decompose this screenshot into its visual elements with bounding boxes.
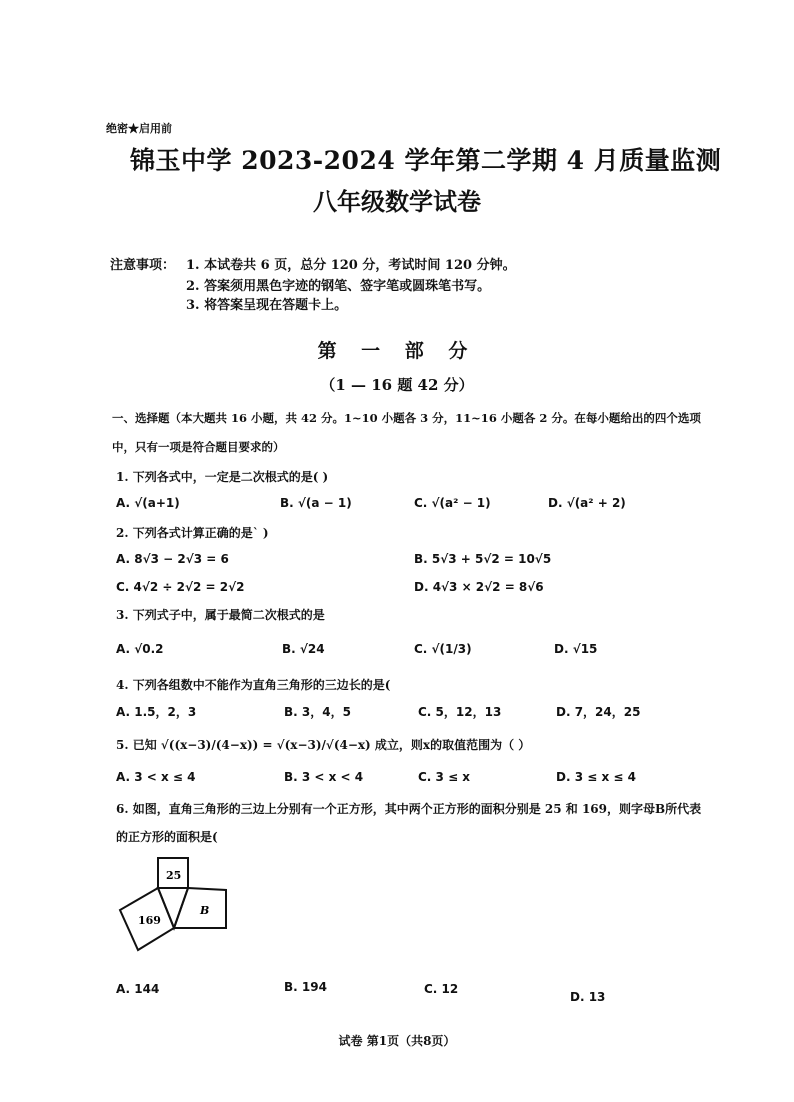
option-a: A. √0.2 bbox=[116, 642, 164, 656]
note-item: 2. 答案须用黑色字迹的钢笔、签字笔或圆珠笔书写。 bbox=[186, 279, 491, 294]
option-a: A. 1.5，2，3 bbox=[116, 705, 197, 719]
label-b: B bbox=[200, 904, 210, 917]
notes-label: 注意事项： bbox=[110, 258, 176, 273]
option-a: A. √(a+1) bbox=[116, 496, 180, 510]
question-stem: 3. 下列式子中，属于最简二次根式的是 bbox=[116, 608, 325, 622]
label-169: 169 bbox=[138, 914, 161, 927]
section-heading-cont: 中，只有一项是符合题目要求的） bbox=[112, 440, 285, 454]
question-stem: 6. 如图，直角三角形的三边上分别有一个正方形，其中两个正方形的面积分别是 25 和 169，则字母B所代表 bbox=[116, 802, 702, 816]
question-stem-cont: 的正方形的面积是( bbox=[116, 830, 218, 844]
option-d: D. √(a² + 2) bbox=[548, 496, 626, 510]
option-d: D. √15 bbox=[554, 642, 598, 656]
option-b: B. √24 bbox=[282, 642, 325, 656]
option-b: B. 3 < x < 4 bbox=[284, 770, 364, 784]
part-subtitle: （1 — 16 题 42 分） bbox=[320, 376, 474, 394]
part-title: 第 一 部 分 bbox=[317, 340, 477, 362]
option-d: D. 3 ≤ x ≤ 4 bbox=[556, 770, 636, 784]
label-25: 25 bbox=[166, 869, 182, 882]
option-a: A. 3 < x ≤ 4 bbox=[116, 770, 196, 784]
option-c: C. 12 bbox=[424, 982, 459, 996]
page-footer: 试卷 第1页（共8页） bbox=[338, 1034, 456, 1048]
option-d: D. 4√3 × 2√2 = 8√6 bbox=[414, 580, 544, 594]
option-b: B. 3，4，5 bbox=[284, 705, 351, 719]
note-item: 1. 本试卷共 6 页，总分 120 分，考试时间 120 分钟。 bbox=[186, 258, 516, 273]
option-a: A. 8√3 − 2√3 = 6 bbox=[116, 552, 229, 566]
note-item: 3. 将答案呈现在答题卡上。 bbox=[186, 298, 348, 313]
question-stem: 2. 下列各式计算正确的是` ) bbox=[116, 526, 269, 540]
exam-subtitle: 八年级数学试卷 bbox=[313, 187, 481, 216]
squares-figure bbox=[112, 852, 242, 972]
exam-title: 锦玉中学 2023-2024 学年第二学期 4 月质量监测 bbox=[130, 146, 722, 175]
option-c: C. 5，12，13 bbox=[418, 705, 502, 719]
option-b: B. 5√3 + 5√2 = 10√5 bbox=[414, 552, 552, 566]
right-triangle bbox=[158, 888, 188, 928]
question-stem: 5. 已知 √((x−3)/(4−x)) = √(x−3)/√(4−x) 成立，则x的取值范围为（ ） bbox=[116, 738, 531, 752]
option-b: B. √(a − 1) bbox=[280, 496, 352, 510]
option-c: C. 3 ≤ x bbox=[418, 770, 471, 784]
question-stem: 1. 下列各式中，一定是二次根式的是( ) bbox=[116, 470, 329, 484]
option-a: A. 144 bbox=[116, 982, 160, 996]
option-c: C. √(1/3) bbox=[414, 642, 472, 656]
option-c: C. √(a² − 1) bbox=[414, 496, 491, 510]
question-stem: 4. 下列各组数中不能作为直角三角形的三边长的是( bbox=[116, 678, 391, 692]
option-b: B. 194 bbox=[284, 980, 327, 994]
confidential-mark: 绝密★启用前 bbox=[106, 122, 172, 135]
option-d: D. 13 bbox=[570, 990, 606, 1004]
option-d: D. 7，24，25 bbox=[556, 705, 641, 719]
option-c: C. 4√2 ÷ 2√2 = 2√2 bbox=[116, 580, 245, 594]
section-heading: 一、选择题（本大题共 16 小题，共 42 分。1~10 小题各 3 分，11~16 小题各 2 分。在每小题给出的四个选项 bbox=[112, 411, 701, 425]
